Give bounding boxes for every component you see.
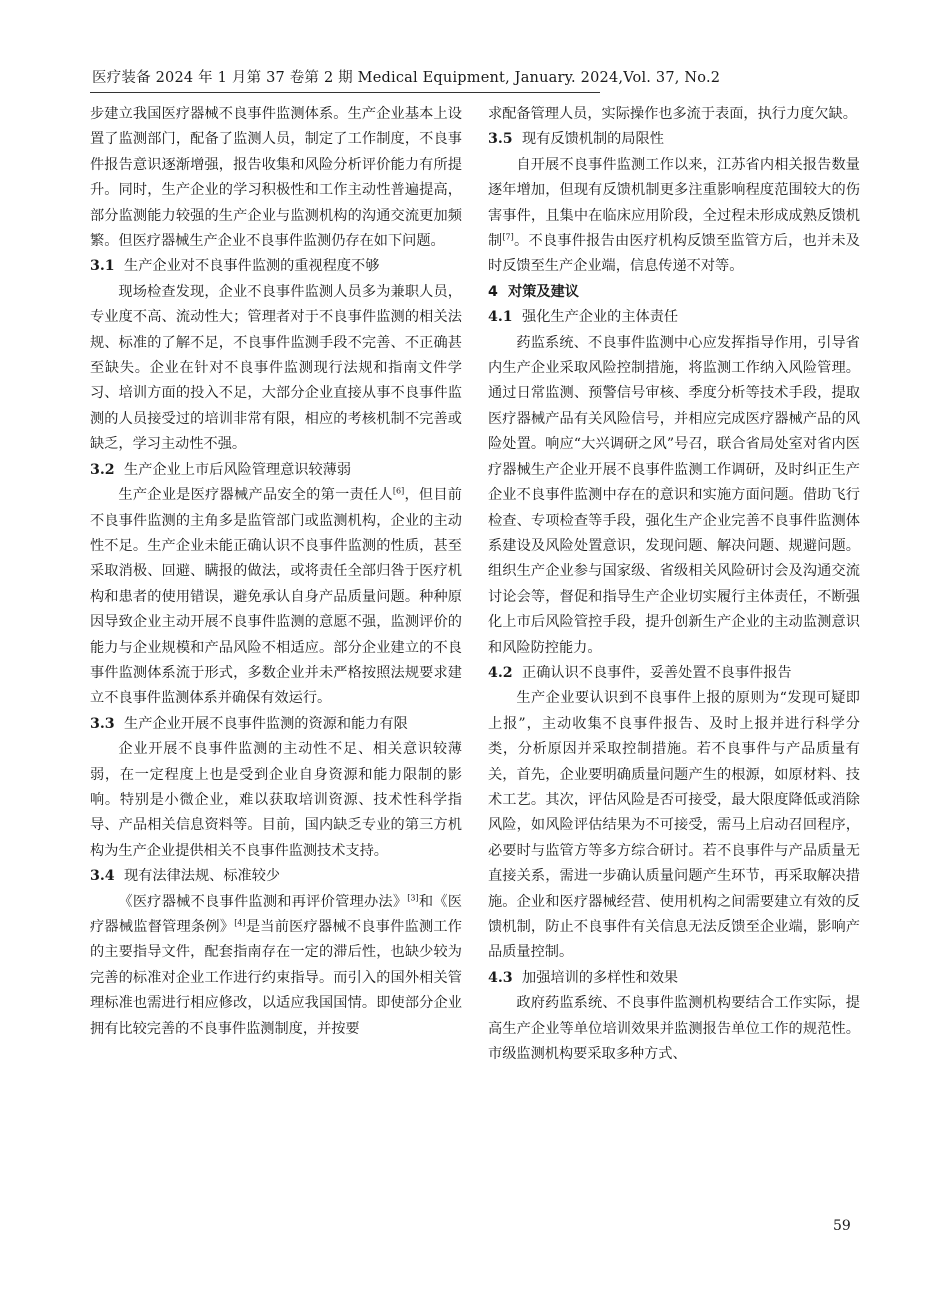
paragraph: 药监系统、不良事件监测中心应发挥指导作用，引导省内生产企业采取风险控制措施，将监测工作纳入风险管理。通过日常监测、预警信号审核、季度分析等技术手段，提取医疗器械产品有关风险信号，并相应完成医疗器械产品的风险处置。响应“大兴调研之风”号召，联合省局处室对省内医疗器械生产企业开展不良事件监测工作调研，及时纠正生产企业不良事件监测中存在的意识和实施方面问题。借助飞行检查、专项检查等手段，强化生产企业完善不良事件监测体系建设及风险处置意识，发现问题、解决问题、规避问题。组织生产企业参与国家级、省级相关风险研讨会及沟通交流讨论会等，督促和指导生产企业切实履行主体责任，不断强化上市后风险管控手段，提升创新生产企业的主动监测意识和风险防控能力。 bbox=[488, 334, 860, 656]
right-column bbox=[488, 102, 860, 1067]
page-number: 59 bbox=[833, 1218, 851, 1234]
section-number: 3.4 bbox=[90, 868, 115, 885]
section-number: 3.1 bbox=[90, 258, 115, 275]
text-run: 《医疗器械不良事件监测和再评价管理办法》 bbox=[118, 893, 408, 910]
citation-ref: [4] bbox=[234, 918, 246, 928]
paragraph bbox=[488, 153, 860, 280]
section-title: 生产企业上市后风险管理意识较薄弱 bbox=[124, 461, 352, 478]
paragraph bbox=[90, 890, 462, 1042]
running-header: 医疗装备 2024 年 1 月第 37 卷第 2 期 Medical Equipment, January. 2024,Vol. 37, No.2 bbox=[92, 70, 721, 86]
citation-ref: [3] bbox=[407, 892, 419, 902]
section-title: 现有反馈机制的局限性 bbox=[522, 131, 664, 148]
section-title: 生产企业对不良事件监测的重视程度不够 bbox=[124, 258, 380, 275]
paragraph: 企业开展不良事件监测的主动性不足、相关意识较薄弱，在一定程度上也是受到企业自身资源和能力限制的影响。特别是小微企业，难以获取培训资源、技术性科学指导、产品相关信息资料等。目前，国内缺乏专业的第三方机构为生产企业提供相关不良事件监测技术支持。 bbox=[90, 741, 462, 859]
section-number: 3.2 bbox=[90, 461, 115, 478]
header-rule bbox=[90, 92, 600, 93]
citation-ref: [6] bbox=[392, 486, 405, 496]
section-title: 对策及建议 bbox=[508, 283, 579, 300]
section-number: 4 bbox=[488, 283, 498, 300]
section-heading-3-1 bbox=[90, 254, 462, 279]
section-heading-4-3 bbox=[488, 966, 860, 991]
section-number: 3.3 bbox=[90, 715, 115, 732]
text-run: ，但目前不良事件监测的主角多是监管部门或监测机构，企业的主动性不足。生产企业未能正确认识不良事件监测的性质，甚至采取消极、回避、瞒报的做法，或将责任全部归咎于医疗机构和患者的使用错误，避免承认自身产品质量问题。种种原因导致企业主动开展不良事件监测的意愿不强，监测评价的能力与企业规模和产品风险不相适应。部分企业建立的不良事件监测体系流于形式，多数企业并未严格按照法规要求建立不良事件监测体系并确保有效运行。 bbox=[90, 487, 462, 707]
text-run: 自开展不良事件监测工作以来，江苏省内相关报告数量逐年增加，但现有反馈机制更多注重影响程度范围较大的伤害事件，且集中在临床应用阶段，全过程未形成成熟反馈机制 bbox=[488, 156, 860, 250]
section-title: 现有法律法规、标准较少 bbox=[124, 868, 281, 885]
section-heading-4-2 bbox=[488, 661, 860, 686]
paragraph: 步建立我国医疗器械不良事件监测体系。生产企业基本上设置了监测部门，配备了监测人员，制定了工作制度，不良事件报告意识逐渐增强，报告收集和风险分析评价能力有所提升。同时，生产企业的学习积极性和工作主动性普遍提高，部分监测能力较强的生产企业与监测机构的沟通交流更加频繁。但医疗器械生产企业不良事件监测仍存在如下问题。 bbox=[90, 106, 462, 250]
text-run: 生产企业是医疗器械产品安全的第一责任人 bbox=[118, 487, 393, 504]
text-run: 是当前医疗器械不良事件监测工作的主要指导文件，配套指南存在一定的滞后性，也缺少较为完善的标准对企业工作进行约束指导。而引入的国外相关管理标准也需进行相应修改，以适应我国国情。即使部分企业拥有比较完善的不良事件监测制度，并按要 bbox=[90, 919, 462, 1037]
paragraph: 现场检查发现，企业不良事件监测人员多为兼职人员，专业度不高、流动性大；管理者对于不良事件监测的相关法规、标准的了解不足，不良事件监测手段不完善、不正确甚至缺失。企业在针对不良事件监测现行法规和指南文件学习、培训方面的投入不足，大部分企业直接从事不良事件监测的人员接受过的培训非常有限，相应的考核机制不完善或缺乏，学习主动性不强。 bbox=[90, 283, 462, 453]
section-heading-4-1 bbox=[488, 305, 860, 330]
section-number: 4.3 bbox=[488, 969, 513, 986]
section-heading-3-5 bbox=[488, 127, 860, 152]
paragraph: 政府药监系统、不良事件监测机构要结合工作实际，提高生产企业等单位培训效果并监测报告单位工作的规范性。市级监测机构要采取多种方式、 bbox=[488, 995, 860, 1063]
section-heading-3-2 bbox=[90, 458, 462, 483]
paragraph: 求配备管理人员，实际操作也多流于表面，执行力度欠缺。 bbox=[488, 106, 857, 122]
paragraph: 生产企业要认识到不良事件上报的原则为“发现可疑即上报”，主动收集不良事件报告、及时上报并进行科学分类，分析原因并采取控制措施。若不良事件与产品质量有关，首先，企业要明确质量问题产生的根源，如原材料、技术工艺。其次，评估风险是否可接受，最大限度降低或消除风险，如风险评估结果为不可接受，需马上启动召回程序，必要时与监管方等多方综合研讨。若不良事件与产品质量无直接关系，需进一步确认质量问题产生环节，再采取解决措施。企业和医疗器械经营、使用机构之间需要建立有效的反馈机制，防止不良事件有关信息无法反馈至企业端，影响产品质量控制。 bbox=[488, 690, 860, 961]
citation-ref: [7] bbox=[502, 232, 514, 242]
section-heading-3-3 bbox=[90, 712, 462, 737]
section-title: 生产企业开展不良事件监测的资源和能力有限 bbox=[124, 715, 408, 732]
section-heading-4 bbox=[488, 280, 860, 305]
text-run: 和《医疗器械监督管理条例》 bbox=[90, 893, 462, 935]
left-column bbox=[90, 102, 462, 1042]
section-title: 强化生产企业的主体责任 bbox=[522, 309, 679, 326]
section-number: 4.2 bbox=[488, 664, 513, 681]
section-number: 3.5 bbox=[488, 131, 513, 148]
section-title: 加强培训的多样性和效果 bbox=[522, 969, 679, 986]
section-heading-3-4 bbox=[90, 864, 462, 889]
section-title: 正确认识不良事件，妥善处置不良事件报告 bbox=[522, 664, 792, 681]
text-run: 。不良事件报告由医疗机构反馈至监管方后，也并未及时反馈至生产企业端，信息传递不对等。 bbox=[488, 233, 860, 275]
paragraph bbox=[90, 483, 462, 712]
section-number: 4.1 bbox=[488, 309, 513, 326]
